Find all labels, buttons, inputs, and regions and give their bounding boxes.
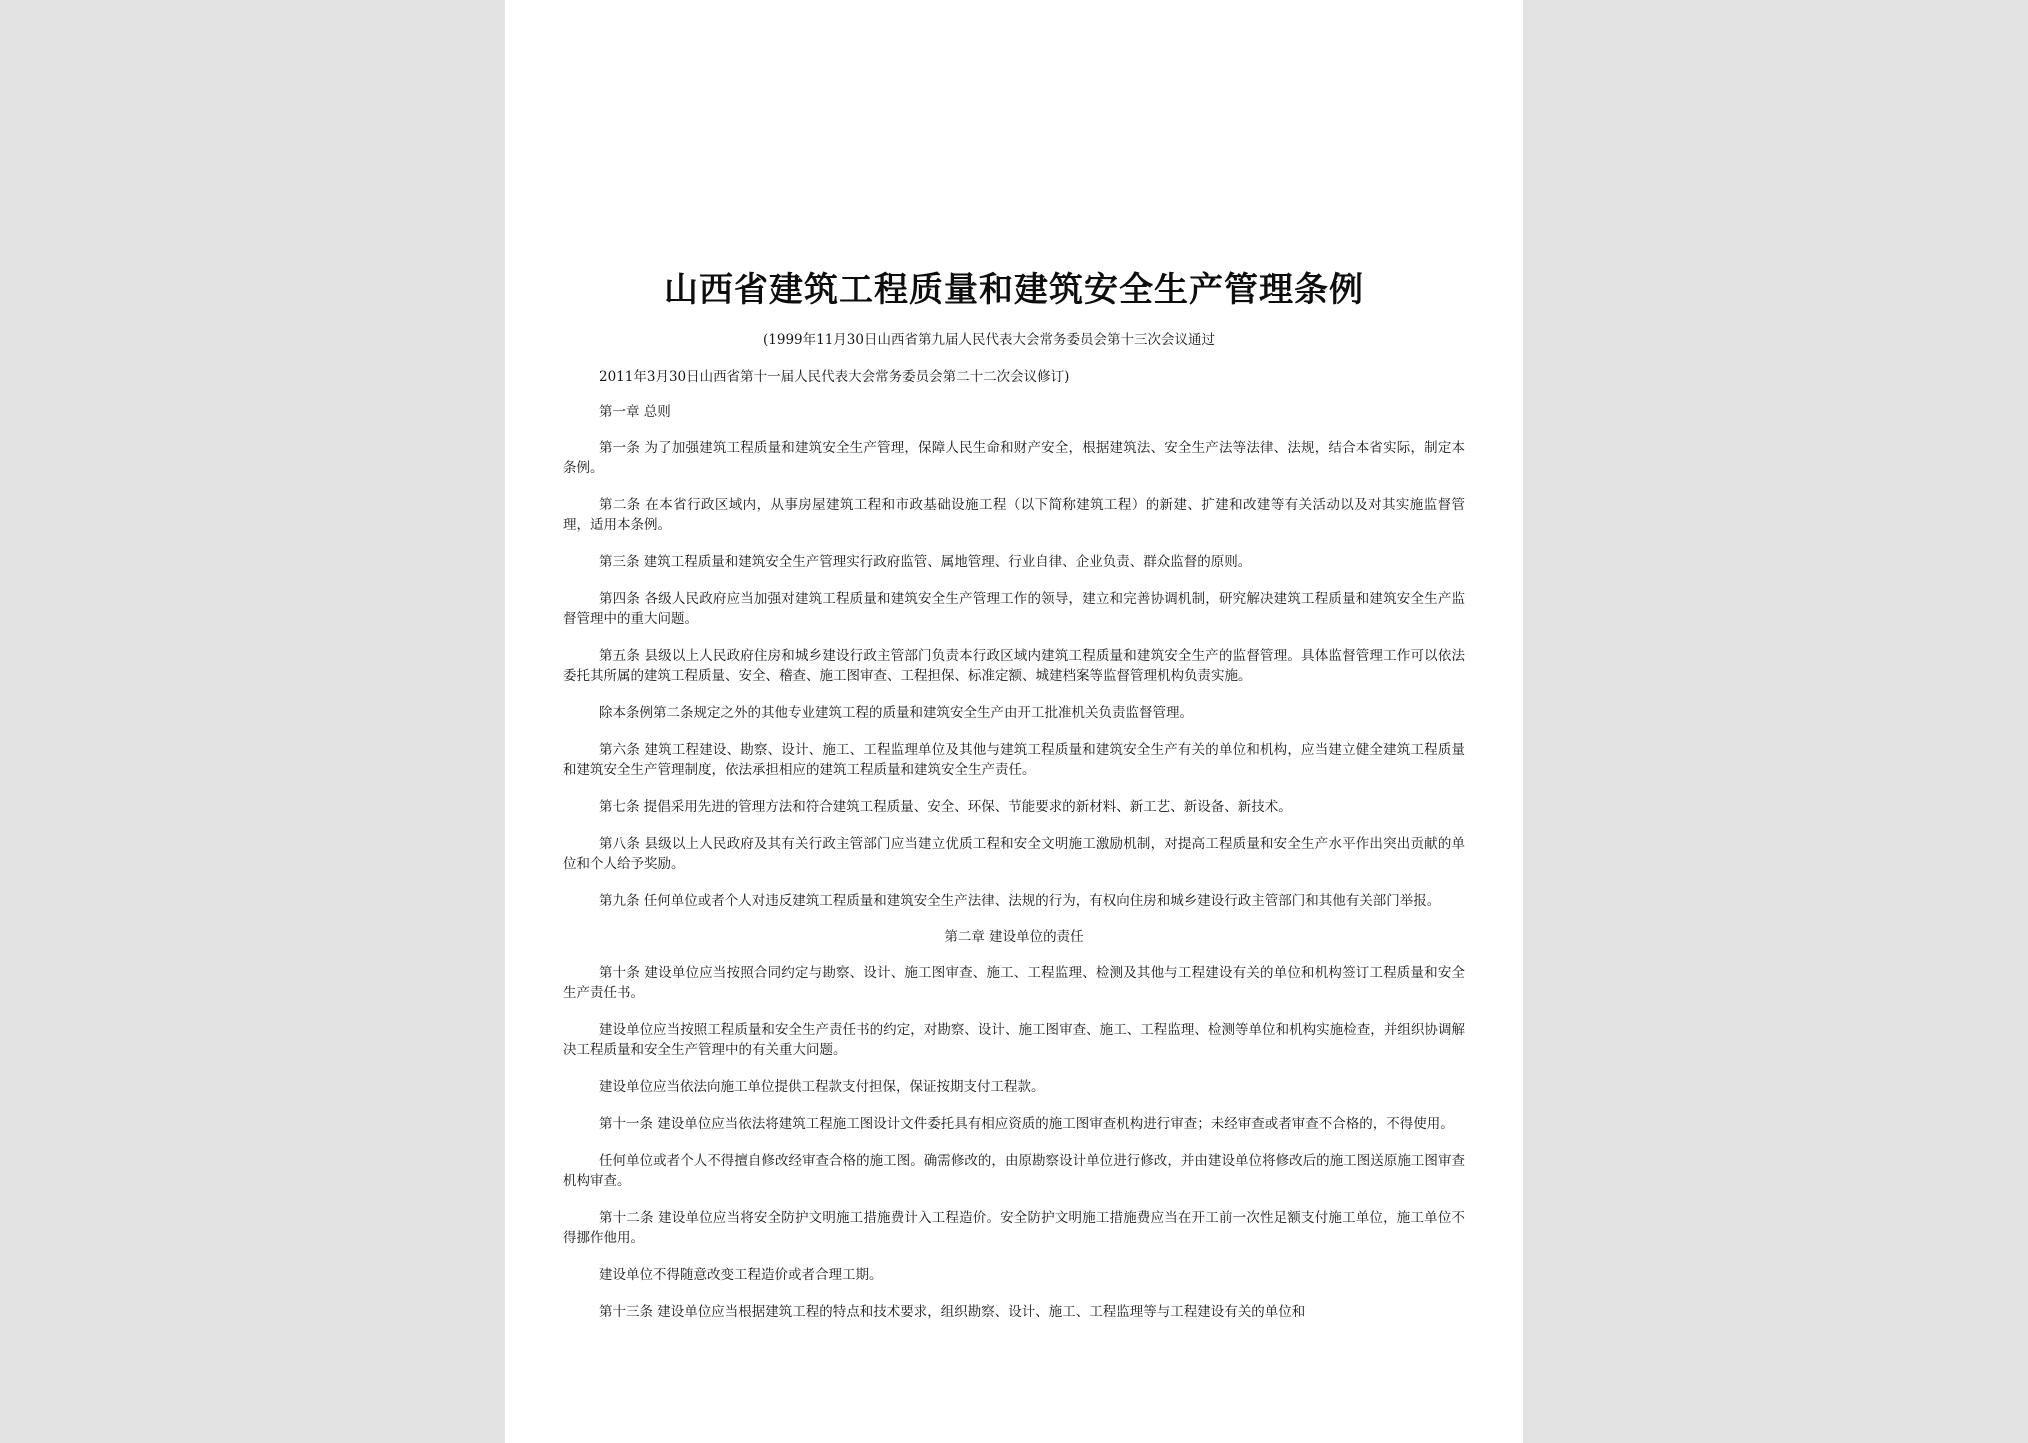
article-12: 第十二条 建设单位应当将安全防护文明施工措施费计入工程造价。安全防护文明施工措施费应当在开工前一次性足额支付施工单位，施工单位不得挪作他用。: [563, 1210, 1465, 1246]
chapter-2-heading: 第二章 建设单位的责任: [944, 929, 1084, 945]
article-6: 第六条 建筑工程建设、勘察、设计、施工、工程监理单位及其他与建筑工程质量和建筑安全生产有关的单位和机构，应当建立健全建筑工程质量和建筑安全生产管理制度，依法承担相应的建筑工程质量和建筑安全生产责任。: [563, 742, 1465, 778]
article-5: 第五条 县级以上人民政府住房和城乡建设行政主管部门负责本行政区域内建筑工程质量和建筑安全生产的监督管理。具体监督管理工作可以依法委托其所属的建筑工程质量、安全、稽查、施工图审查、工程担保、标准定额、城建档案等监督管理机构负责实施。: [563, 648, 1465, 684]
document-page: [505, 0, 1523, 1443]
adoption-note: (1999年11月30日山西省第九届人民代表大会常务委员会第十三次会议通过: [763, 332, 1215, 348]
article-11: 第十一条 建设单位应当依法将建筑工程施工图设计文件委托具有相应资质的施工图审查机构进行审查；未经审查或者审查不合格的，不得使用。: [599, 1116, 1454, 1132]
article-13: 第十三条 建设单位应当根据建筑工程的特点和技术要求，组织勘察、设计、施工、工程监理等与工程建设有关的单位和: [599, 1304, 1306, 1320]
article-12-clause-2: 建设单位不得随意改变工程造价或者合理工期。: [599, 1267, 883, 1283]
article-10-clause-3: 建设单位应当依法向施工单位提供工程款支付担保，保证按期支付工程款。: [599, 1079, 1045, 1095]
article-2: 第二条 在本省行政区域内，从事房屋建筑工程和市政基础设施工程（以下简称建筑工程）的新建、扩建和改建等有关活动以及对其实施监督管理，适用本条例。: [563, 497, 1465, 533]
article-3: 第三条 建筑工程质量和建筑安全生产管理实行政府监管、属地管理、行业自律、企业负责、群众监督的原则。: [599, 554, 1252, 570]
article-9: 第九条 任何单位或者个人对违反建筑工程质量和建筑安全生产法律、法规的行为，有权向住房和城乡建设行政主管部门和其他有关部门举报。: [599, 893, 1441, 909]
article-1: 第一条 为了加强建筑工程质量和建筑安全生产管理，保障人民生命和财产安全，根据建筑法、安全生产法等法律、法规，结合本省实际，制定本条例。: [563, 440, 1465, 476]
article-10: 第十条 建设单位应当按照合同约定与勘察、设计、施工图审查、施工、工程监理、检测及其他与工程建设有关的单位和机构签订工程质量和安全生产责任书。: [563, 965, 1465, 1001]
document-title: 山西省建筑工程质量和建筑安全生产管理条例: [664, 270, 1364, 310]
revision-note: 2011年3月30日山西省第十一届人民代表大会常务委员会第二十二次会议修订): [599, 369, 1070, 385]
article-10-clause-2: 建设单位应当按照工程质量和安全生产责任书的约定，对勘察、设计、施工图审查、施工、工程监理、检测等单位和机构实施检查，并组织协调解决工程质量和安全生产管理中的有关重大问题。: [563, 1022, 1465, 1058]
article-11-clause-2: 任何单位或者个人不得擅自修改经审查合格的施工图。确需修改的，由原勘察设计单位进行修改，并由建设单位将修改后的施工图送原施工图审查机构审查。: [563, 1153, 1465, 1189]
chapter-1-heading: 第一章 总则: [599, 404, 671, 420]
article-7: 第七条 提倡采用先进的管理方法和符合建筑工程质量、安全、环保、节能要求的新材料、新工艺、新设备、新技术。: [599, 799, 1292, 815]
article-4: 第四条 各级人民政府应当加强对建筑工程质量和建筑安全生产管理工作的领导，建立和完善协调机制，研究解决建筑工程质量和建筑安全生产监督管理中的重大问题。: [563, 591, 1465, 627]
article-8: 第八条 县级以上人民政府及其有关行政主管部门应当建立优质工程和安全文明施工激励机制，对提高工程质量和安全生产水平作出突出贡献的单位和个人给予奖励。: [563, 836, 1465, 872]
article-5-supplement: 除本条例第二条规定之外的其他专业建筑工程的质量和建筑安全生产由开工批准机关负责监督管理。: [599, 705, 1193, 721]
